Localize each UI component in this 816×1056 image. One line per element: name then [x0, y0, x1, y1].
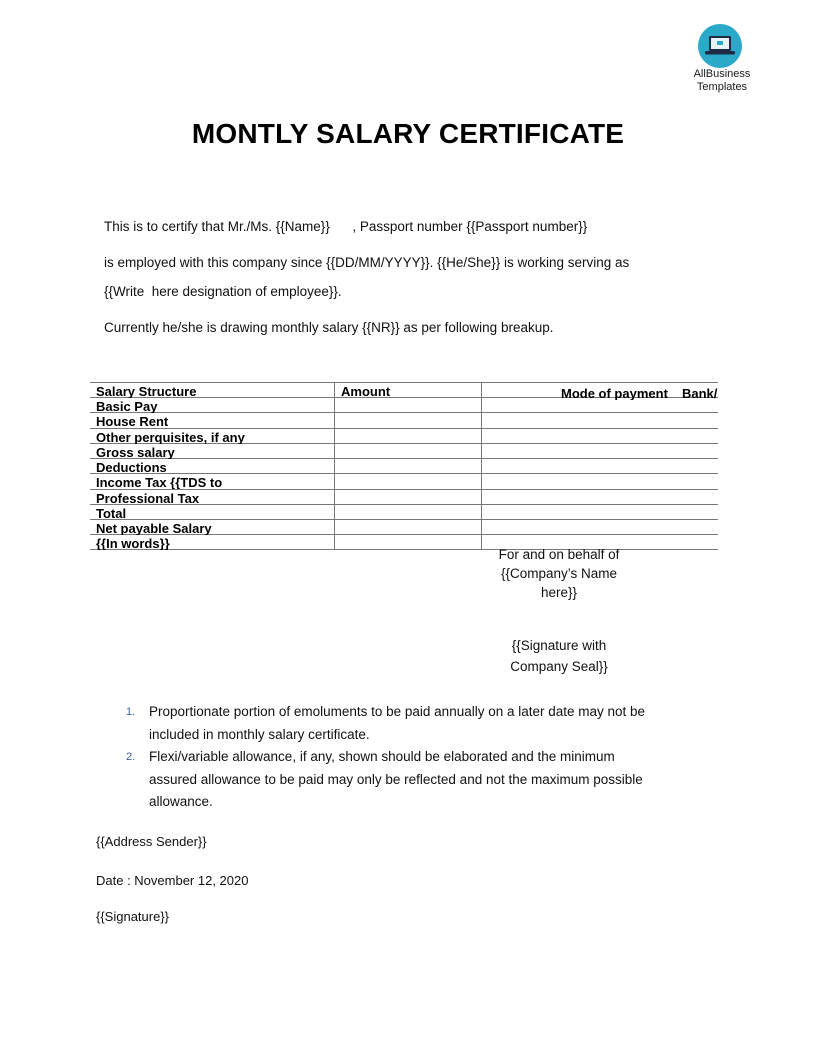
header-amount: Amount — [341, 384, 391, 398]
notes-list — [126, 701, 706, 814]
note-number: 1. — [126, 706, 136, 718]
list-item — [126, 701, 706, 746]
header-mode-of-payment: Mode of payment — [561, 386, 668, 400]
intro-line-3: {{Write here designation of employee}}. — [104, 284, 342, 299]
logo-text — [676, 68, 768, 94]
row-deductions: Deductions — [96, 460, 167, 474]
intro-line-4: Currently he/she is drawing monthly salary {{NR}} as per following breakup. — [104, 320, 554, 335]
note-number: 2. — [126, 751, 136, 763]
row-total: Total — [96, 506, 127, 520]
row-in-words: {{In words}} — [96, 536, 170, 550]
header-mode-overflow: Bank/ — [682, 386, 718, 400]
laptop-icon — [698, 24, 742, 68]
logo-line-1: AllBusiness — [693, 68, 751, 80]
note-2-line-2: assured allowance to be paid may only be reflected and not the maximum possible — [149, 771, 643, 787]
page-title: MONTLY SALARY CERTIFICATE — [191, 118, 625, 149]
behalf-line-2: {{Company’s Name — [500, 566, 618, 581]
row-other-perquisites: Other perquisites, if any — [96, 430, 245, 444]
salary-table — [90, 382, 718, 550]
behalf-line-3: here}} — [540, 585, 578, 600]
intro-line-1: This is to certify that Mr./Ms. {{Name}} , Passport number {{Passport number}} — [104, 219, 588, 234]
note-2-line-1: Flexi/variable allowance, if any, shown should be elaborated and the minimum — [149, 749, 615, 764]
row-net-payable-salary: Net payable Salary — [96, 521, 212, 535]
behalf-line-1: For and on behalf of — [498, 547, 620, 562]
sigseal-line-2: Company Seal}} — [510, 659, 608, 674]
logo-line-2: Templates — [696, 81, 748, 93]
list-item — [126, 746, 706, 814]
on-behalf-block — [484, 545, 634, 602]
note-1-line-1: Proportionate portion of emoluments to be paid annually on a later date may not be — [149, 704, 646, 719]
date-line: Date : November 12, 2020 — [96, 873, 249, 888]
logo-badge — [698, 24, 742, 68]
signature-placeholder: {{Signature}} — [96, 909, 170, 924]
row-gross-salary: Gross salary — [96, 445, 175, 459]
note-1-line-2: included in monthly salary certificate. — [149, 726, 370, 742]
header-salary-structure: Salary Structure — [96, 384, 197, 398]
note-2-line-3: allowance. — [149, 794, 213, 809]
intro-line-2: is employed with this company since {{DD/MM/YYYY}}. {{He/She}} is working serving as — [104, 255, 630, 270]
sigseal-line-1: {{Signature with — [511, 638, 607, 653]
signature-seal-block — [484, 635, 634, 677]
address-sender: {{Address Sender}} — [96, 834, 207, 849]
row-income-tax: Income Tax {{TDS to — [96, 475, 223, 489]
row-basic-pay: Basic Pay — [96, 399, 158, 413]
row-professional-tax: Professional Tax — [96, 491, 200, 505]
row-house-rent: House Rent — [96, 414, 169, 428]
